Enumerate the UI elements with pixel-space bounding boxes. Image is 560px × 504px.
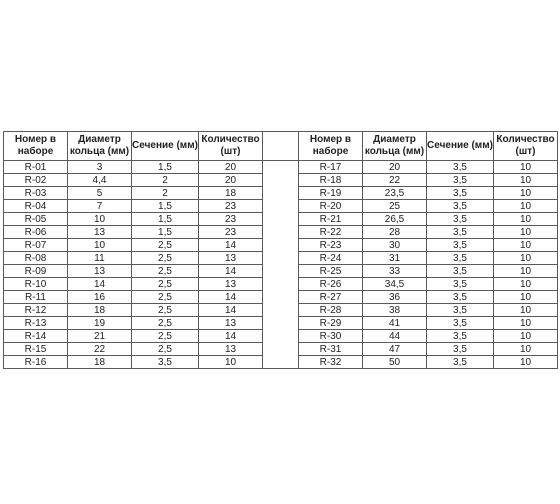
- cell-set-number-left: R-01: [4, 161, 68, 174]
- header-quantity-right: [494, 132, 558, 161]
- cell-section-right: 3,5: [427, 200, 494, 213]
- spacer-cell: [263, 200, 299, 213]
- header-ring-diameter-left: [68, 132, 132, 161]
- cell-quantity-left: 13: [199, 343, 263, 356]
- cell-section-right: 3,5: [427, 265, 494, 278]
- header-line: Диаметр: [78, 134, 121, 145]
- cell-ring-diameter-left: 11: [68, 252, 132, 265]
- cell-section-right: 3,5: [427, 343, 494, 356]
- cell-quantity-left: 13: [199, 278, 263, 291]
- cell-ring-diameter-right: 33: [363, 265, 427, 278]
- header-section-right: [427, 132, 494, 161]
- cell-section-left: 1,5: [132, 200, 199, 213]
- table-row: [4, 174, 558, 187]
- cell-section-right: 3,5: [427, 174, 494, 187]
- cell-ring-diameter-left: 13: [68, 226, 132, 239]
- cell-quantity-right: 10: [494, 252, 558, 265]
- table-row: [4, 161, 558, 174]
- cell-set-number-right: R-32: [299, 356, 363, 369]
- cell-section-left: 1,5: [132, 226, 199, 239]
- cell-quantity-right: 10: [494, 161, 558, 174]
- table-row: [4, 317, 558, 330]
- cell-set-number-left: R-13: [4, 317, 68, 330]
- spacer-cell: [263, 252, 299, 265]
- spacer-cell: [263, 304, 299, 317]
- cell-set-number-right: R-23: [299, 239, 363, 252]
- cell-quantity-right: 10: [494, 200, 558, 213]
- header-line: Количество: [201, 134, 260, 145]
- cell-ring-diameter-right: 47: [363, 343, 427, 356]
- table-row: [4, 252, 558, 265]
- cell-section-left: 2,5: [132, 343, 199, 356]
- cell-quantity-right: 10: [494, 317, 558, 330]
- cell-set-number-right: R-21: [299, 213, 363, 226]
- table-row: [4, 304, 558, 317]
- cell-set-number-left: R-14: [4, 330, 68, 343]
- cell-quantity-left: 14: [199, 304, 263, 317]
- header-line: (шт): [220, 146, 241, 157]
- cell-set-number-left: R-12: [4, 304, 68, 317]
- cell-section-right: 3,5: [427, 187, 494, 200]
- cell-set-number-right: R-22: [299, 226, 363, 239]
- spacer-cell: [263, 161, 299, 174]
- cell-ring-diameter-left: 5: [68, 187, 132, 200]
- cell-section-right: 3,5: [427, 252, 494, 265]
- cell-ring-diameter-left: 3: [68, 161, 132, 174]
- header-section-left: [132, 132, 199, 161]
- header-line: Сечение (мм): [132, 140, 198, 151]
- cell-quantity-right: 10: [494, 330, 558, 343]
- header-line: наборе: [312, 146, 349, 157]
- cell-quantity-left: 14: [199, 330, 263, 343]
- spacer-cell: [263, 330, 299, 343]
- table-row: [4, 278, 558, 291]
- cell-quantity-right: 10: [494, 213, 558, 226]
- cell-section-left: 2,5: [132, 239, 199, 252]
- cell-section-left: 2,5: [132, 265, 199, 278]
- cell-section-right: 3,5: [427, 278, 494, 291]
- cell-quantity-left: 20: [199, 161, 263, 174]
- cell-section-right: 3,5: [427, 291, 494, 304]
- cell-set-number-left: R-10: [4, 278, 68, 291]
- cell-set-number-left: R-06: [4, 226, 68, 239]
- cell-set-number-right: R-17: [299, 161, 363, 174]
- cell-quantity-left: 14: [199, 239, 263, 252]
- header-line: Диаметр: [373, 134, 416, 145]
- spacer-cell: [263, 213, 299, 226]
- cell-ring-diameter-right: 30: [363, 239, 427, 252]
- cell-ring-diameter-right: 22: [363, 174, 427, 187]
- spacer-cell: [263, 356, 299, 369]
- cell-ring-diameter-left: 22: [68, 343, 132, 356]
- table-row: [4, 239, 558, 252]
- cell-set-number-right: R-20: [299, 200, 363, 213]
- cell-quantity-left: 23: [199, 213, 263, 226]
- cell-set-number-left: R-03: [4, 187, 68, 200]
- spacer-cell: [263, 343, 299, 356]
- cell-section-left: 2,5: [132, 304, 199, 317]
- cell-ring-diameter-left: 14: [68, 278, 132, 291]
- cell-ring-diameter-left: 19: [68, 317, 132, 330]
- cell-quantity-right: 10: [494, 304, 558, 317]
- cell-ring-diameter-left: 7: [68, 200, 132, 213]
- cell-ring-diameter-right: 44: [363, 330, 427, 343]
- cell-set-number-right: R-26: [299, 278, 363, 291]
- cell-set-number-right: R-27: [299, 291, 363, 304]
- spacer-cell: [263, 226, 299, 239]
- table-row: [4, 291, 558, 304]
- spacer-cell: [263, 239, 299, 252]
- cell-quantity-left: 23: [199, 226, 263, 239]
- cell-ring-diameter-left: 10: [68, 213, 132, 226]
- spacer-cell: [263, 278, 299, 291]
- header-line: Сечение (мм): [427, 140, 493, 151]
- table-row: [4, 187, 558, 200]
- cell-section-left: 2,5: [132, 330, 199, 343]
- cell-set-number-right: R-18: [299, 174, 363, 187]
- o-ring-size-table: [3, 131, 558, 369]
- spacer-cell: [263, 317, 299, 330]
- header-line: Номер в: [14, 134, 57, 145]
- table-row: [4, 200, 558, 213]
- cell-section-right: 3,5: [427, 213, 494, 226]
- cell-set-number-left: R-05: [4, 213, 68, 226]
- header-spacer: [263, 132, 299, 161]
- cell-set-number-right: R-28: [299, 304, 363, 317]
- cell-section-right: 3,5: [427, 356, 494, 369]
- cell-set-number-right: R-29: [299, 317, 363, 330]
- cell-section-right: 3,5: [427, 317, 494, 330]
- cell-set-number-right: R-31: [299, 343, 363, 356]
- cell-quantity-right: 10: [494, 226, 558, 239]
- cell-set-number-right: R-24: [299, 252, 363, 265]
- cell-quantity-left: 23: [199, 200, 263, 213]
- cell-quantity-left: 14: [199, 265, 263, 278]
- cell-quantity-right: 10: [494, 291, 558, 304]
- cell-quantity-right: 10: [494, 343, 558, 356]
- header-set-number-right: [299, 132, 363, 161]
- cell-section-left: 2,5: [132, 291, 199, 304]
- cell-quantity-right: 10: [494, 265, 558, 278]
- cell-quantity-left: 13: [199, 252, 263, 265]
- table-row: [4, 343, 558, 356]
- table-body: [4, 161, 558, 369]
- header-ring-diameter-right: [363, 132, 427, 161]
- cell-quantity-left: 14: [199, 291, 263, 304]
- cell-quantity-right: 10: [494, 278, 558, 291]
- cell-section-right: 3,5: [427, 304, 494, 317]
- cell-ring-diameter-right: 36: [363, 291, 427, 304]
- cell-section-right: 3,5: [427, 239, 494, 252]
- cell-section-left: 1,5: [132, 213, 199, 226]
- cell-section-right: 3,5: [427, 161, 494, 174]
- cell-section-left: 2: [132, 174, 199, 187]
- cell-ring-diameter-left: 4,4: [68, 174, 132, 187]
- cell-ring-diameter-right: 26,5: [363, 213, 427, 226]
- cell-set-number-left: R-04: [4, 200, 68, 213]
- cell-section-right: 3,5: [427, 226, 494, 239]
- spacer-cell: [263, 174, 299, 187]
- cell-ring-diameter-left: 10: [68, 239, 132, 252]
- cell-section-left: 2,5: [132, 317, 199, 330]
- cell-ring-diameter-right: 34,5: [363, 278, 427, 291]
- cell-ring-diameter-right: 20: [363, 161, 427, 174]
- table-row: [4, 330, 558, 343]
- cell-section-left: 2: [132, 187, 199, 200]
- header-line: Количество: [496, 134, 555, 145]
- table-row: [4, 213, 558, 226]
- cell-set-number-left: R-11: [4, 291, 68, 304]
- cell-quantity-left: 20: [199, 174, 263, 187]
- table-row: [4, 226, 558, 239]
- cell-ring-diameter-left: 16: [68, 291, 132, 304]
- cell-set-number-left: R-02: [4, 174, 68, 187]
- cell-quantity-right: 10: [494, 356, 558, 369]
- cell-ring-diameter-right: 28: [363, 226, 427, 239]
- spacer-cell: [263, 187, 299, 200]
- cell-quantity-left: 13: [199, 317, 263, 330]
- cell-section-right: 3,5: [427, 330, 494, 343]
- cell-quantity-right: 10: [494, 239, 558, 252]
- header-row: [4, 132, 558, 161]
- header-line: (шт): [515, 146, 536, 157]
- cell-ring-diameter-right: 50: [363, 356, 427, 369]
- cell-ring-diameter-left: 21: [68, 330, 132, 343]
- cell-ring-diameter-left: 18: [68, 304, 132, 317]
- header-quantity-left: [199, 132, 263, 161]
- cell-set-number-left: R-16: [4, 356, 68, 369]
- cell-set-number-right: R-19: [299, 187, 363, 200]
- cell-section-left: 2,5: [132, 252, 199, 265]
- cell-ring-diameter-right: 38: [363, 304, 427, 317]
- cell-ring-diameter-left: 13: [68, 265, 132, 278]
- header-line: кольца (мм): [364, 146, 425, 157]
- cell-quantity-left: 18: [199, 187, 263, 200]
- cell-quantity-left: 10: [199, 356, 263, 369]
- header-line: Номер в: [309, 134, 352, 145]
- cell-quantity-right: 10: [494, 187, 558, 200]
- cell-set-number-right: R-30: [299, 330, 363, 343]
- cell-ring-diameter-left: 18: [68, 356, 132, 369]
- table-row: [4, 265, 558, 278]
- spacer-cell: [263, 265, 299, 278]
- header-line: наборе: [17, 146, 54, 157]
- cell-set-number-right: R-25: [299, 265, 363, 278]
- cell-ring-diameter-right: 41: [363, 317, 427, 330]
- cell-section-left: 3,5: [132, 356, 199, 369]
- cell-ring-diameter-right: 23,5: [363, 187, 427, 200]
- spacer-cell: [263, 291, 299, 304]
- cell-set-number-left: R-15: [4, 343, 68, 356]
- cell-set-number-left: R-08: [4, 252, 68, 265]
- cell-section-left: 2,5: [132, 278, 199, 291]
- cell-set-number-left: R-07: [4, 239, 68, 252]
- cell-ring-diameter-right: 31: [363, 252, 427, 265]
- cell-section-left: 1,5: [132, 161, 199, 174]
- cell-ring-diameter-right: 25: [363, 200, 427, 213]
- header-line: кольца (мм): [69, 146, 130, 157]
- table-row: [4, 356, 558, 369]
- header-set-number-left: [4, 132, 68, 161]
- cell-quantity-right: 10: [494, 174, 558, 187]
- cell-set-number-left: R-09: [4, 265, 68, 278]
